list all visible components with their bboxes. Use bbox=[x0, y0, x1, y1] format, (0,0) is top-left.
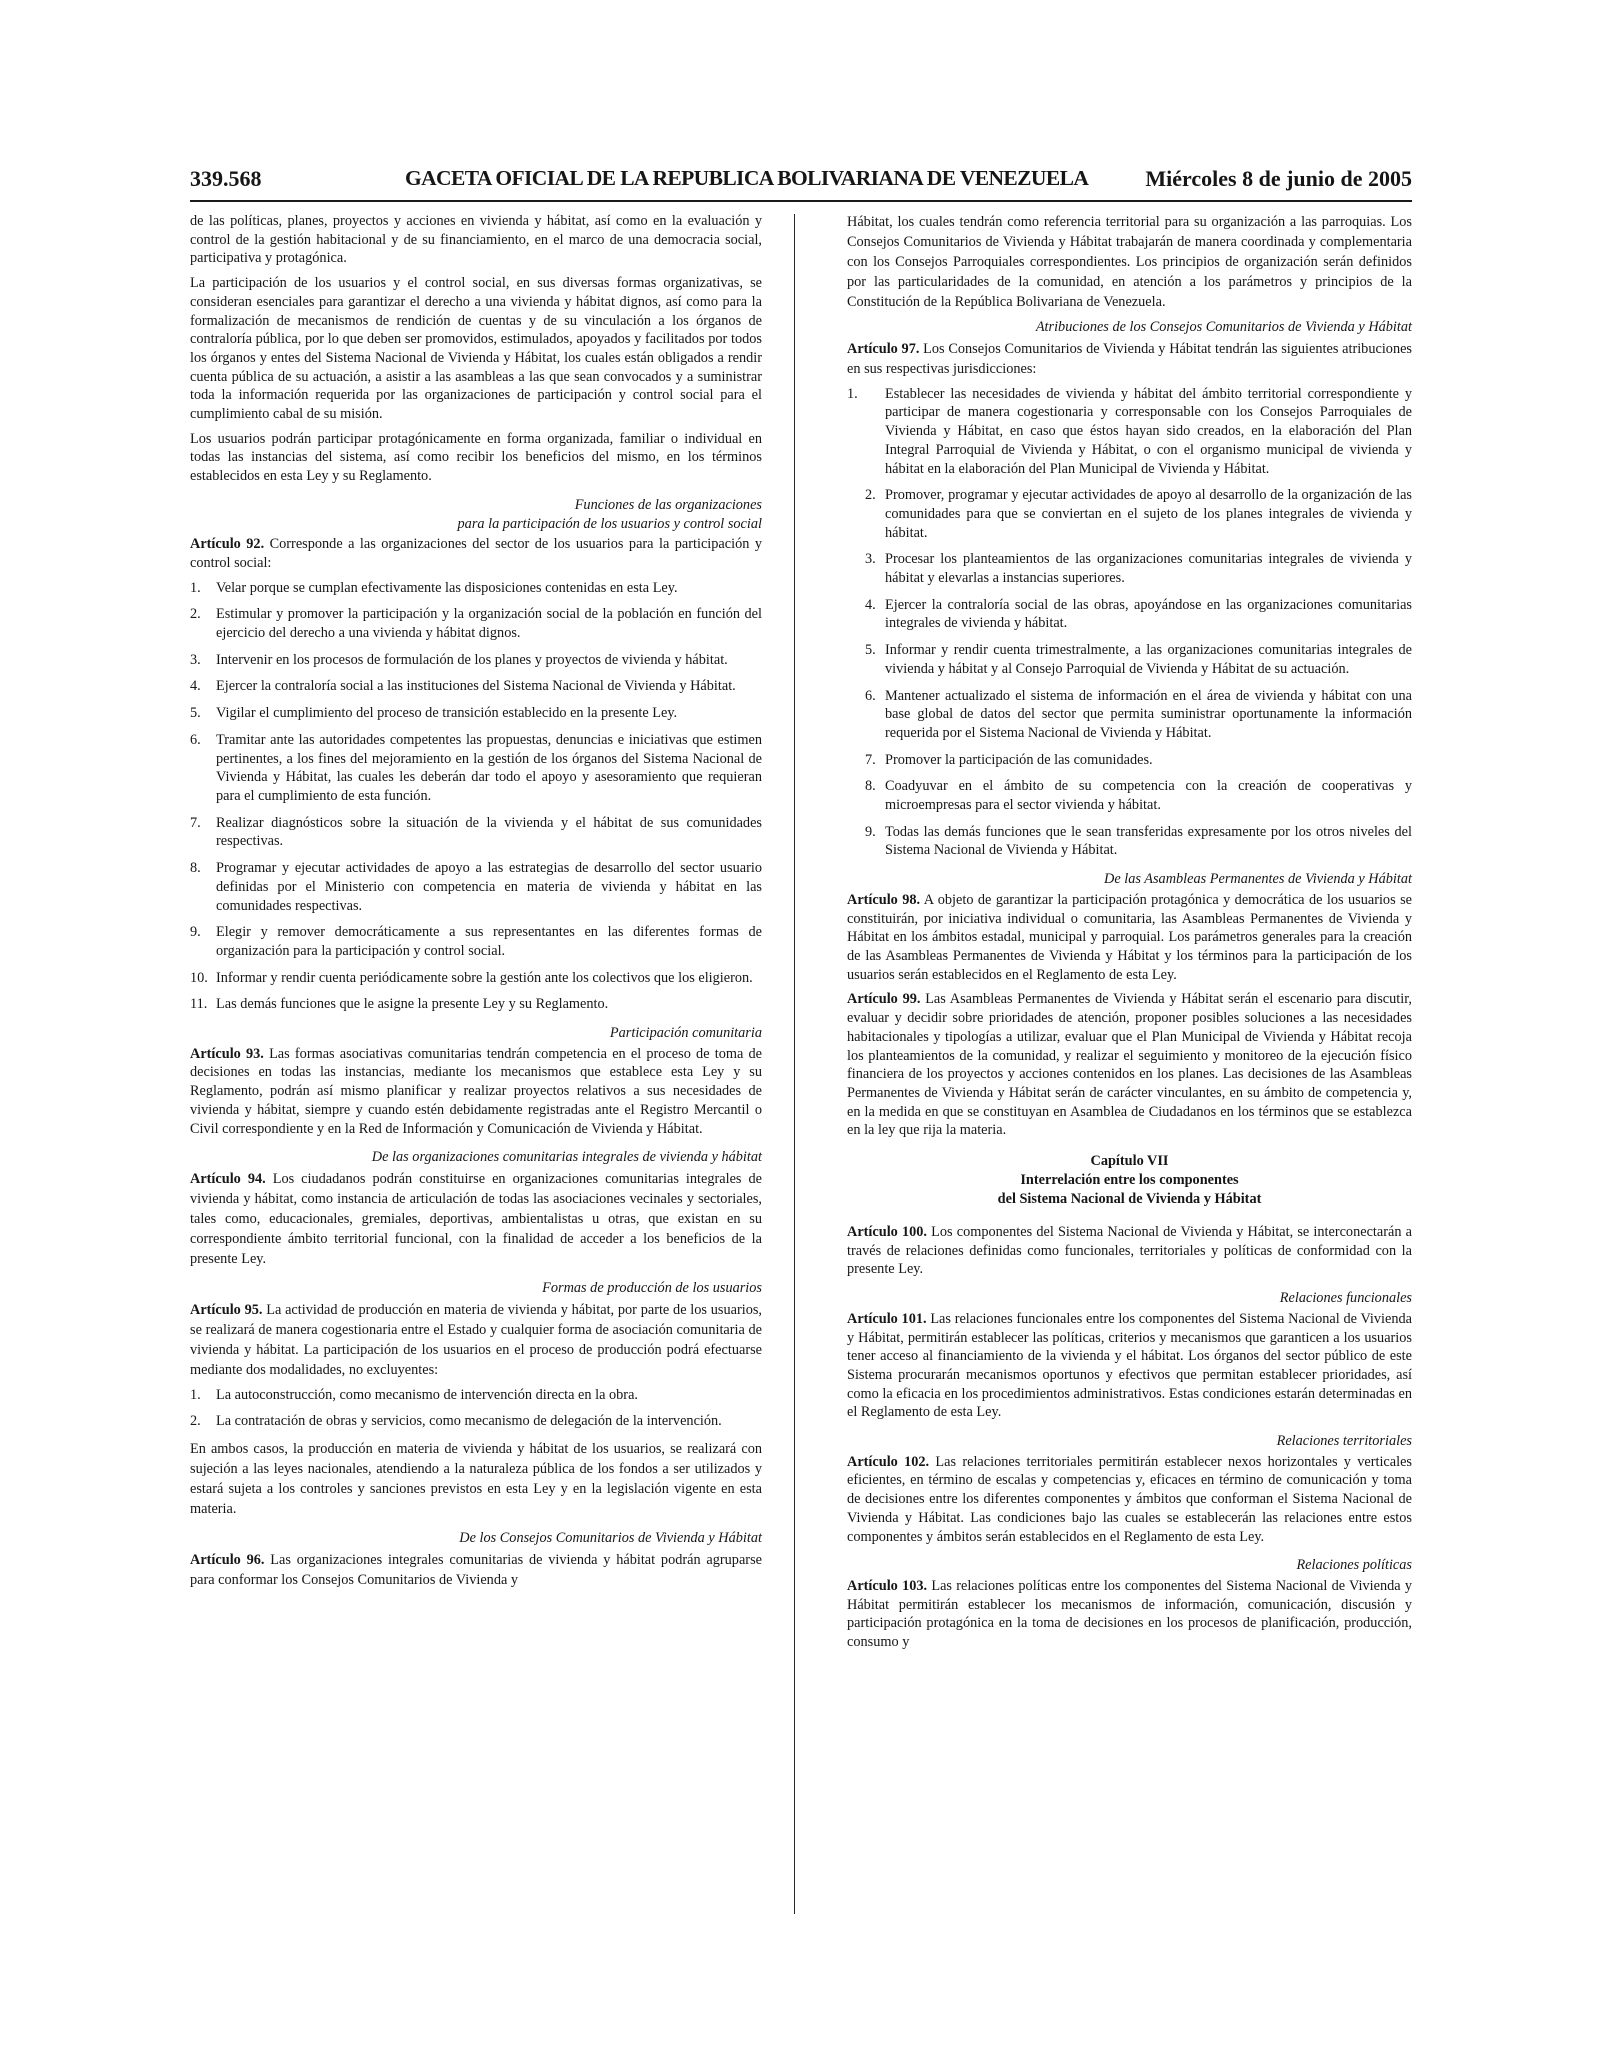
list-item bbox=[190, 1412, 762, 1431]
item-number: 9. bbox=[865, 823, 876, 840]
list-item bbox=[190, 814, 762, 851]
list-item bbox=[190, 859, 762, 915]
chapter-heading bbox=[847, 1152, 1412, 1209]
paragraph: Los usuarios podrán participar protagónicamente en forma organizada, familiar o individual en todas las instancias del sistema, así como recibir los beneficios del mismo, en los términos establecidos en esta Ley y su Reglamento. bbox=[190, 430, 762, 485]
item-number: 3. bbox=[190, 651, 201, 668]
item-text: Programar y ejecutar actividades de apoyo a las estrategias de desarrollo del sector usuario definidas por el Ministerio con competencia en materia de vivienda y hábitat en las comunidades respectivas. bbox=[216, 860, 762, 914]
article-text: Los ciudadanos podrán constituirse en organizaciones comunitarias integrales de vivienda y hábitat, como instancia de articulación de todas las asociaciones vecinales y sectoriales, tales como, educacionales, gremiales, deportivas, ambientalistas u otras, que existan en su correspondiente ámbito territorial funcional, con la finalidad de acceder a los beneficios de la presente Ley. bbox=[190, 1170, 762, 1267]
list-item bbox=[190, 605, 762, 642]
item-number: 5. bbox=[190, 705, 201, 722]
item-number: 10. bbox=[190, 969, 208, 986]
item-text: Coadyuvar en el ámbito de su competencia con la creación de cooperativas y microempresas para el sector vivienda y hábitat. bbox=[885, 778, 1412, 814]
item-number: 11. bbox=[190, 996, 208, 1013]
chapter-title-line: del Sistema Nacional de Vivienda y Hábitat bbox=[997, 1191, 1262, 1208]
item-text: Informar y rendir cuenta periódicamente sobre la gestión ante los colectivos que los eligieron. bbox=[216, 969, 753, 986]
article-95 bbox=[190, 1300, 762, 1380]
item-number: 4. bbox=[865, 596, 876, 613]
chapter-number: Capítulo VII bbox=[1090, 1153, 1169, 1170]
list-item bbox=[847, 641, 1412, 678]
item-text: Ejercer la contraloría social de las obras, apoyándose en las organizaciones comunitarias integrales de vivienda y hábitat. bbox=[885, 596, 1412, 632]
list-item bbox=[847, 550, 1412, 587]
article-label: Artículo 94. bbox=[190, 1170, 266, 1187]
item-number: 7. bbox=[865, 751, 876, 768]
article-94 bbox=[190, 1169, 762, 1269]
article-text: La actividad de producción en materia de vivienda y hábitat, por parte de los usuarios, se realizará de manera cogestionaria entre el Estado y cualquier forma de asociación comunitaria de vivienda y hábitat. La participación de los usuarios en el proceso de producción podrá efectuarse mediante dos modalidades, no excluyentes: bbox=[190, 1301, 762, 1378]
section-heading-96: De los Consejos Comunitarios de Vivienda y Hábitat bbox=[459, 1530, 762, 1547]
article-label: Artículo 100. bbox=[847, 1224, 927, 1241]
article-text: Las relaciones funcionales entre los componentes del Sistema Nacional de Vivienda y Hábitat, permitirán establecer las políticas, criterios y mecanismos que garanticen a los usuarios tener acceso al financiamiento de la vivienda y el hábitat. Los órganos del sector público de este Sistema procurarán mecanismos oportunos y efectivos que permitan establecer prioridades, así como la eficacia en los procedimientos administrativos. Estas condiciones estarán determinadas en el Reglamento de esta Ley. bbox=[847, 1310, 1412, 1421]
item-text: Intervenir en los procesos de formulación de los planes y proyectos de vivienda y hábitat. bbox=[216, 651, 728, 668]
item-text: Mantener actualizado el sistema de información en el área de vivienda y hábitat con una base global de datos del sector que permita suministrar oportunamente la información requerida por el Sistema Nacional de Vivienda y Hábitat. bbox=[885, 687, 1412, 741]
issue-date: Miércoles 8 de junio de 2005 bbox=[1145, 166, 1412, 191]
article-text: Las relaciones políticas entre los componentes del Sistema Nacional de Vivienda y Hábitat permitirán establecer los mecanismos de información, comunicación, discusión y participación protagónica en la toma de decisiones en los procesos de planificación, producción, consumo y bbox=[847, 1577, 1412, 1651]
section-heading-97: Atribuciones de los Consejos Comunitarios de Vivienda y Hábitat bbox=[1035, 319, 1412, 335]
item-text: Procesar los planteamientos de las organizaciones comunitarias integrales de vivienda y hábitat y elevarlas a instancias superiores. bbox=[885, 551, 1412, 587]
article-102 bbox=[847, 1453, 1412, 1547]
article-97 bbox=[847, 339, 1412, 379]
list-item bbox=[190, 579, 762, 598]
item-text: Establecer las necesidades de vivienda y hábitat del ámbito territorial correspondiente y participar de manera cogestionaria y corresponsable con los Consejos Parroquiales de Vivienda y Hábitat, en caso que éstos hayan sido creados, en la elaboración del Plan Integral Parroquial de Vivienda y Hábitat, o con el organismo municipal de vivienda y hábitat en la elaboración del Plan Municipal de Vivienda y Hábitat. bbox=[885, 385, 1412, 477]
article-label: Artículo 97. bbox=[847, 340, 920, 357]
item-text: Promover, programar y ejecutar actividades de apoyo al desarrollo de la organización de las comunidades para que se conviertan en el sujeto de los planes integrales de vivienda y hábitat. bbox=[885, 487, 1412, 541]
article-text: Las organizaciones integrales comunitarias de vivienda y hábitat podrán agruparse para conformar los Consejos Comunitarios de Vivienda y bbox=[190, 1551, 762, 1588]
section-heading-92 bbox=[190, 496, 762, 533]
article-label: Artículo 98. bbox=[847, 891, 921, 908]
list-item bbox=[190, 969, 762, 988]
item-number: 8. bbox=[190, 860, 201, 877]
section-heading-line: Funciones de las organizaciones bbox=[574, 496, 762, 513]
article-label: Artículo 96. bbox=[190, 1551, 265, 1568]
article-text: Las formas asociativas comunitarias tendrán competencia en el proceso de toma de decisiones en todas las instancias, mediante los mecanismos que establece esta Ley y su Reglamento, podrán así mismo planificar y realizar proyectos relativos a sus necesidades de vivienda y hábitat, siempre y cuando estén debidamente registradas ante el Registro Mercantil o Civil correspondiente y en la Red de Información y Comunicación de Vivienda y Hábitat. bbox=[190, 1045, 762, 1137]
article-label: Artículo 93. bbox=[190, 1045, 264, 1062]
article-text: A objeto de garantizar la participación protagónica y democrática de los usuarios se constituirán, por iniciativa individual o comunitaria, las Asambleas Permanentes de Vivienda y Hábitat en los ámbitos estadal, municipal y parroquial. Los parámetros generales para la creación de las Asambleas Permanentes de Vivienda y Hábitat y los términos para la participación de los usuarios serán establecidos en el Reglamento de esta Ley. bbox=[847, 891, 1412, 983]
article-97-list bbox=[847, 385, 1412, 860]
list-item bbox=[847, 486, 1412, 542]
list-item bbox=[847, 777, 1412, 814]
item-number: 5. bbox=[865, 642, 876, 659]
item-number: 4. bbox=[190, 678, 201, 695]
item-text: Ejercer la contraloría social a las instituciones del Sistema Nacional de Vivienda y Hábitat. bbox=[216, 678, 736, 695]
chapter-title-line: Interrelación entre los componentes bbox=[1020, 1172, 1239, 1189]
list-item bbox=[190, 731, 762, 806]
item-text: Velar porque se cumplan efectivamente las disposiciones contenidas en esta Ley. bbox=[216, 579, 678, 596]
article-103 bbox=[847, 1577, 1412, 1652]
article-label: Artículo 95. bbox=[190, 1301, 263, 1318]
item-text: Todas las demás funciones que le sean transferidas expresamente por los otros niveles del Sistema Nacional de Vivienda y Hábitat. bbox=[885, 823, 1412, 859]
list-item bbox=[847, 823, 1412, 860]
section-heading-103: Relaciones políticas bbox=[1296, 1557, 1412, 1574]
article-92 bbox=[190, 535, 762, 572]
item-number: 7. bbox=[190, 814, 201, 831]
item-text: La autoconstrucción, como mecanismo de intervención directa en la obra. bbox=[216, 1386, 638, 1403]
article-label: Artículo 102. bbox=[847, 1453, 930, 1470]
item-text: Realizar diagnósticos sobre la situación de la vivienda y el hábitat de sus comunidades respectivas. bbox=[216, 814, 762, 850]
item-text: Vigilar el cumplimiento del proceso de transición establecido en la presente Ley. bbox=[216, 705, 678, 722]
list-item bbox=[847, 596, 1412, 633]
article-text: Corresponde a las organizaciones del sector de los usuarios para la participación y control social: bbox=[190, 536, 762, 571]
article-101 bbox=[847, 1310, 1412, 1422]
article-98 bbox=[847, 891, 1412, 985]
item-number: 1. bbox=[190, 1386, 201, 1403]
item-text: Informar y rendir cuenta trimestralmente, a las organizaciones comunitarias integrales de vivienda y hábitat y al Consejo Parroquial de Vivienda y Hábitat de su actuación. bbox=[885, 642, 1412, 677]
item-number: 2. bbox=[865, 487, 876, 504]
article-text: Los componentes del Sistema Nacional de Vivienda y Hábitat, se interconectarán a través de relaciones definidas como funcionales, territoriales y políticas de conformidad con la presente Ley. bbox=[847, 1224, 1412, 1278]
item-number: 9. bbox=[190, 924, 201, 941]
item-number: 3. bbox=[865, 551, 876, 568]
section-heading-101: Relaciones funcionales bbox=[1279, 1290, 1412, 1307]
article-label: Artículo 101. bbox=[847, 1310, 927, 1327]
article-text: Los Consejos Comunitarios de Vivienda y Hábitat tendrán las siguientes atribuciones en sus respectivas jurisdicciones: bbox=[847, 340, 1412, 377]
list-item bbox=[190, 704, 762, 723]
item-number: 2. bbox=[190, 606, 201, 623]
list-item bbox=[847, 687, 1412, 743]
section-heading-line: para la participación de los usuarios y control social bbox=[457, 515, 762, 532]
page-header bbox=[190, 162, 1412, 202]
list-item bbox=[190, 923, 762, 960]
item-number: 8. bbox=[865, 778, 876, 795]
item-text: Estimular y promover la participación y la organización social de la población en función del ejercicio del derecho a una vivienda y hábitat dignos. bbox=[216, 606, 762, 642]
list-item bbox=[190, 995, 762, 1014]
article-text: Las relaciones territoriales permitirán establecer nexos horizontales y verticales eficientes, en término de escalas y competencias y, eficaces en término de comunicación y toma de decisiones entre los diferentes componentes y ámbitos que conforman el Sistema Nacional de Vivienda y Hábitat. Las condiciones bajo las cuales se establecerán las relaciones entre estos componentes y ámbitos serán establecidos en el Reglamento de esta Ley. bbox=[847, 1453, 1412, 1545]
item-text: La contratación de obras y servicios, como mecanismo de delegación de la intervención. bbox=[216, 1413, 722, 1430]
section-heading-102: Relaciones territoriales bbox=[1276, 1433, 1412, 1450]
item-number: 2. bbox=[190, 1413, 201, 1430]
left-column bbox=[190, 212, 762, 1596]
list-item bbox=[190, 677, 762, 696]
item-text: Tramitar ante las autoridades competentes las propuestas, denuncias e iniciativas que estimen pertinentes, a los fines del mejoramiento en la gestión de los órganos del Sistema Nacional de Vivienda y Hábitat, las cuales les deberán dar todo el apoyo y asesoramiento que requieran para el cumplimiento de esta función. bbox=[216, 731, 762, 804]
list-item bbox=[190, 651, 762, 670]
item-number: 6. bbox=[865, 687, 876, 704]
item-text: Las demás funciones que le asigne la presente Ley y su Reglamento. bbox=[216, 996, 609, 1013]
page-number: 339.568 bbox=[190, 166, 262, 191]
gazette-title: GACETA OFICIAL DE LA REPUBLICA BOLIVARIANA DE VENEZUELA bbox=[405, 166, 1089, 190]
column-divider bbox=[794, 214, 795, 1914]
article-label: Artículo 92. bbox=[190, 536, 265, 553]
article-93 bbox=[190, 1045, 762, 1139]
section-heading-93: Participación comunitaria bbox=[609, 1025, 762, 1042]
article-label: Artículo 99. bbox=[847, 991, 921, 1008]
article-label: Artículo 103. bbox=[847, 1577, 928, 1594]
article-text: Las Asambleas Permanentes de Vivienda y Hábitat serán el escenario para discutir, evaluar y decidir sobre prioridades de atención, proponer posibles soluciones a las necesidades habitacionales y tipologías a utilizar, evaluar que el Plan Municipal de Vivienda y Hábitat recoja los planteamientos de la comunidad, y realizar el seguimiento y monitoreo de la ejecución físico financiera de los proyectos y acciones contenidos en los planes. Las decisiones de las Asambleas Permanentes de Vivienda y Hábitat serán de carácter vinculantes, en su ámbito de competencia y, en la medida en que se constituyan en Asamblea de Ciudadanos en los términos que se establezca en la ley que rija la materia. bbox=[847, 991, 1412, 1139]
right-column bbox=[847, 212, 1412, 1658]
article-99 bbox=[847, 990, 1412, 1140]
item-text: Promover la participación de las comunidades. bbox=[885, 751, 1153, 768]
paragraph: de las políticas, planes, proyectos y acciones en vivienda y hábitat, así como en la evaluación y control de la gestión habitacional y de su financiamiento, en el marco de una democracia social, participativa y protagónica. bbox=[190, 213, 762, 267]
item-text: Elegir y remover democráticamente a sus representantes en las diferentes formas de organización para la participación y control social. bbox=[216, 924, 762, 959]
article-92-list bbox=[190, 579, 762, 1014]
list-item bbox=[847, 385, 1412, 479]
section-heading-95: Formas de producción de los usuarios bbox=[542, 1279, 762, 1296]
paragraph: En ambos casos, la producción en materia de vivienda y hábitat de los usuarios, se realizará con sujeción a las leyes nacionales, atendiendo a la naturaleza pública de los fondos a ser utilizados y estará sujeta a los controles y sanciones previstos en esta Ley y en la legislación vigente en esta materia. bbox=[190, 1441, 762, 1518]
list-item bbox=[847, 751, 1412, 770]
item-number: 1. bbox=[190, 579, 201, 596]
section-heading-98: De las Asambleas Permanentes de Vivienda y Hábitat bbox=[1104, 871, 1412, 888]
item-number: 1. bbox=[847, 385, 858, 402]
article-100 bbox=[847, 1223, 1412, 1279]
article-96 bbox=[190, 1550, 762, 1590]
list-item bbox=[190, 1386, 762, 1405]
section-heading-94: De las organizaciones comunitarias integrales de vivienda y hábitat bbox=[371, 1149, 762, 1166]
article-95-list bbox=[190, 1386, 762, 1431]
item-number: 6. bbox=[190, 731, 201, 748]
paragraph: La participación de los usuarios y el control social, en sus diversas formas organizativas, se consideran esenciales para garantizar el derecho a una vivienda y hábitat dignos, así como para la formalización de mecanismos de rendición de cuentas y de su vinculación a los órganos de contraloría pública, por lo que deben ser promovidos, estimulados, apoyados y facilitados por todos los órganos y entes del Sistema Nacional de Vivienda y Hábitat, los cuales están obligados a rendir cuenta pública de su actuación, a asistir a las asambleas a las que sean convocados y a suministrar toda la información requerida por las organizaciones de participación y control social para el cumplimiento cabal de su misión. bbox=[190, 275, 762, 423]
paragraph: Hábitat, los cuales tendrán como referencia territorial para su organización a las parroquias. Los Consejos Comunitarios de Vivienda y Hábitat trabajarán de manera coordinada y complementaria con los Consejos Parroquiales correspondientes. Los principios de organización serán definidos por las particularidades de la comunidad, en atención a los parámetros y principios de la Constitución de la República Bolivariana de Venezuela. bbox=[847, 214, 1412, 310]
